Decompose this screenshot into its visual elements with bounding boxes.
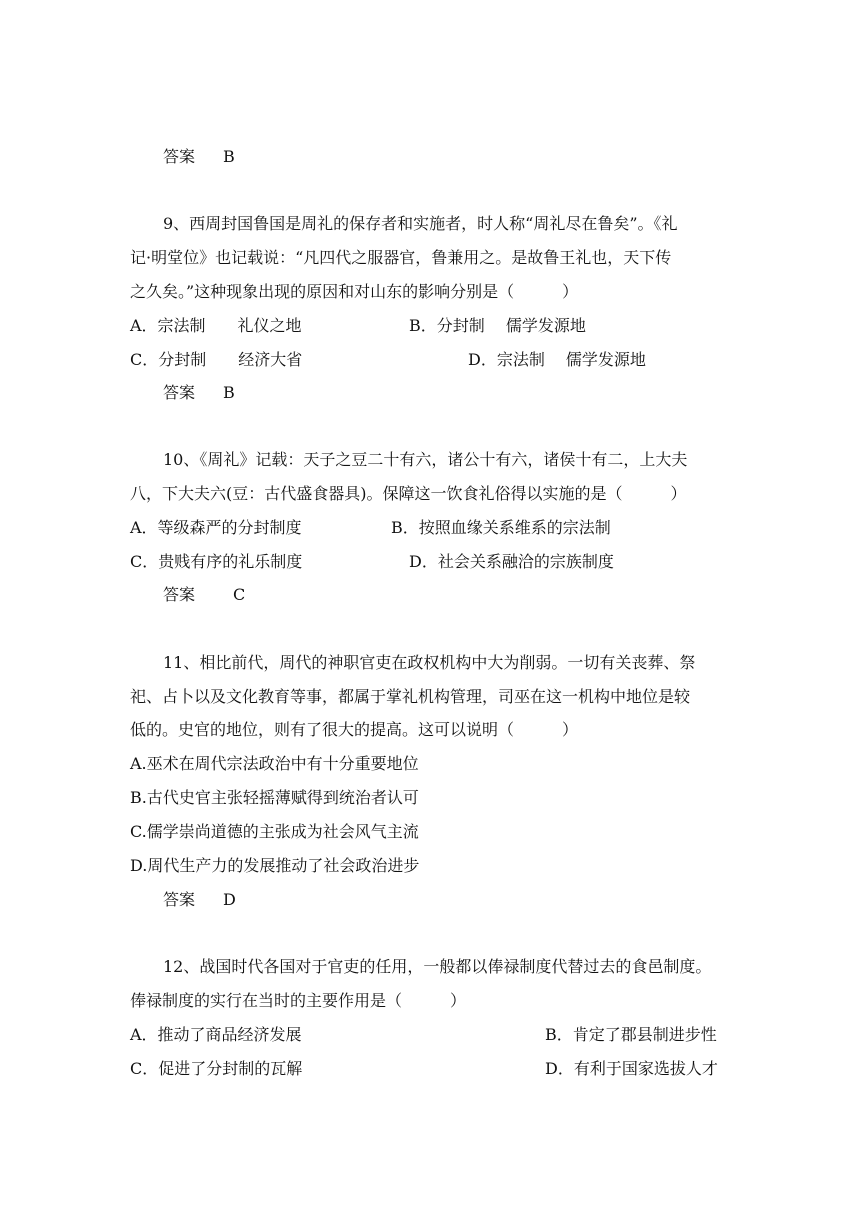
q9-stem-line-2: 记·明堂位》也记载说：“凡四代之服器官，鲁兼用之。是故鲁王礼也，天下传 (130, 248, 672, 267)
answer-line-q9 (163, 383, 235, 403)
q9-option-c: C．分封制 经济大省 (130, 350, 303, 369)
answer-label: 答案 (163, 147, 196, 166)
q10-option-b: B．按照血缘关系维系的宗法制 (391, 518, 611, 537)
q9-option-d: D．宗法制 儒学发源地 (468, 350, 646, 369)
q12-stem-line-1: 12、战国时代各国对于官吏的任用，一般都以俸禄制度代替过去的食邑制度。 (163, 957, 712, 976)
q10-option-c: C．贵贱有序的礼乐制度 (130, 552, 303, 571)
q11-stem-line-3: 低的。史官的地位，则有了很大的提高。这可以说明（ ） (130, 720, 579, 739)
q11-stem-line-1: 11、相比前代，周代的神职官吏在政权机构中大为削弱。一切有关丧葬、祭 (163, 653, 696, 672)
q9-stem-line-1: 9、西周封国鲁国是周礼的保存者和实施者，时人称“周礼尽在鲁矣”。《礼 (163, 214, 678, 233)
answer-value: D (223, 890, 236, 909)
answer-label: 答案 (163, 585, 196, 604)
q10-option-a: A．等级森严的分封制度 (130, 518, 302, 537)
answer-value: C (233, 585, 246, 604)
q11-option-d: D.周代生产力的发展推动了社会政治进步 (130, 856, 420, 875)
q9-option-b: B．分封制 儒学发源地 (409, 316, 586, 335)
answer-value: B (223, 383, 235, 402)
answer-value: B (223, 147, 235, 166)
answer-line-q11 (163, 890, 236, 910)
q11-stem-line-2: 祀、占卜以及文化教育等事，都属于掌礼机构管理，司巫在这一机构中地位是较 (130, 687, 691, 706)
q12-option-b: B．肯定了郡县制进步性 (545, 1025, 717, 1044)
q12-option-c: C．促进了分封制的瓦解 (130, 1059, 303, 1078)
q9-option-a: A．宗法制 礼仪之地 (130, 316, 302, 335)
q12-option-d: D．有利于国家选拔人才 (545, 1059, 718, 1078)
answer-label: 答案 (163, 383, 196, 402)
q12-stem-line-2: 俸禄制度的实行在当时的主要作用是（ ） (130, 991, 467, 1010)
answer-line-q10 (163, 585, 245, 605)
q12-option-a: A．推动了商品经济发展 (130, 1025, 302, 1044)
q9-stem-line-3: 之久矣。”这种现象出现的原因和对山东的影响分别是（ ） (130, 282, 579, 301)
answer-line-q8 (163, 147, 235, 167)
q10-stem-line-2: 八，下大夫六(豆：古代盛食器具)。保障这一饮食礼俗得以实施的是（ ） (130, 484, 687, 503)
q11-option-a: A.巫术在周代宗法政治中有十分重要地位 (130, 754, 419, 773)
answer-label: 答案 (163, 890, 196, 909)
q11-option-c: C.儒学崇尚道德的主张成为社会风气主流 (130, 822, 419, 841)
q10-stem-line-1: 10、《周礼》记载：天子之豆二十有六，诸公十有六，诸侯十有二，上大夫 (163, 450, 688, 469)
q10-option-d: D．社会关系融洽的宗族制度 (409, 552, 614, 571)
q11-option-b: B.古代史官主张轻摇薄赋得到统治者认可 (130, 788, 419, 807)
